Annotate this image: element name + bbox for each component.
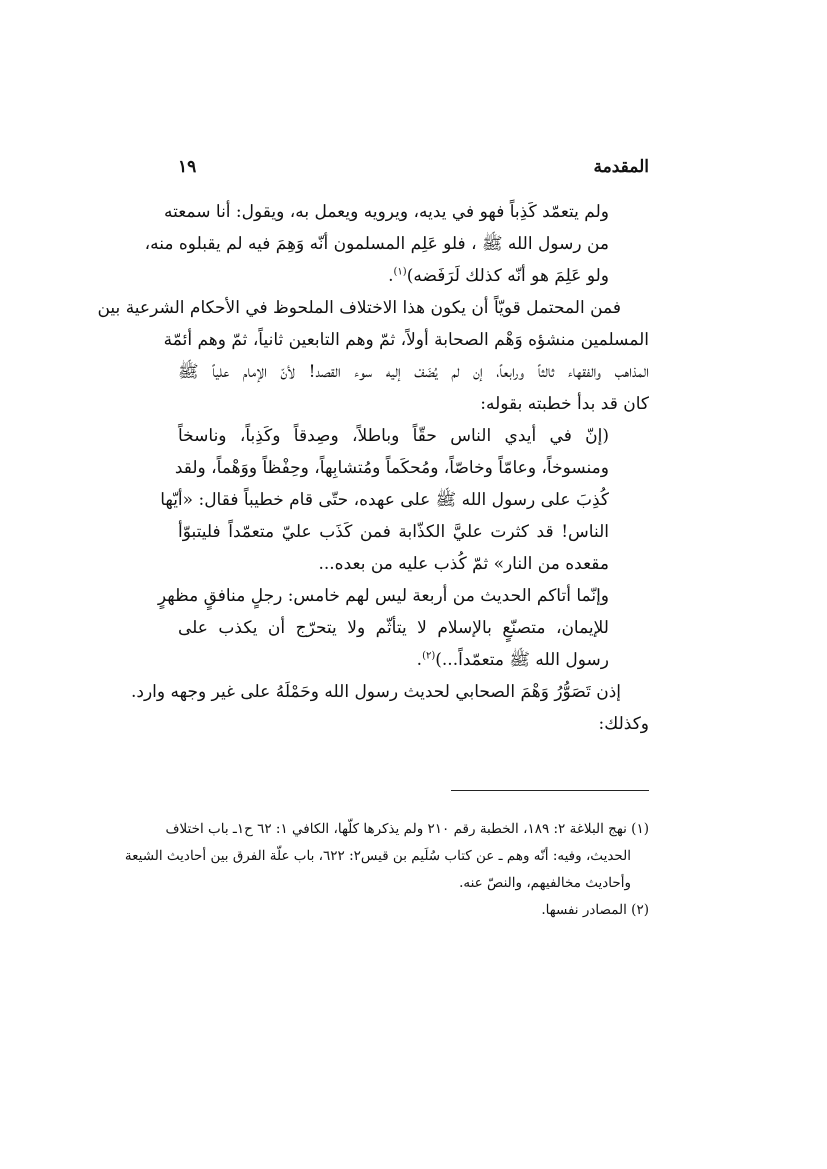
text-line: من رسول الله ﷺ ، فلو عَلِم المسلمون أنّه وَهِمَ فيه لم يقبلوه منه، xyxy=(144,234,609,254)
text-line: فمن المحتمل قويّاً أن يكون هذا الاختلاف الملحوظ في الأحكام الشرعية بين xyxy=(97,298,621,318)
quote-block-3 xyxy=(157,580,649,676)
sentence-end: . xyxy=(388,266,394,286)
text-line: ولم يتعمّد كَذِباً فهو في يديه، ويرويه ويعمل به، ويقول: أنا سمعته xyxy=(163,202,609,222)
text-line-content: ولو عَلِمَ هو أنّه كذلك لَرَفَضه) xyxy=(406,266,609,286)
footnote-line: الحديث، وفيه: أنّه وهم ـ عن كتاب سُلَيم بن قيس٢: ٦٢٢، باب علّة الفرق بين أحاديث الشيعة xyxy=(124,848,631,864)
text-line: كان قد بدأ خطبته بقوله: xyxy=(480,394,649,414)
text-line: مقعده من النار» ثمّ كُذب عليه من بعده... xyxy=(318,554,609,574)
text-line: المذاهب والفقهاء ثالثاً ورابعاً، إن لم يُضَفْ إليه سوء القصد! لأنّ الإمام علياً ﷺ xyxy=(178,362,649,382)
paragraph-1 xyxy=(97,292,649,420)
footnotes xyxy=(124,816,649,924)
text-line xyxy=(178,260,609,292)
text-line: (إنّ في أيدي الناس حقّاً وباطلاً، وصِدقاً وكَذِباً، وناسخاً xyxy=(178,426,609,446)
footnote-ref-2[interactable]: (٢) xyxy=(422,650,436,662)
page-number: ١٩ xyxy=(178,157,197,177)
sentence-end: . xyxy=(416,650,423,670)
footnote-1 xyxy=(124,816,649,897)
footnote-line: (١) نهج البلاغة ٢: ١٨٩، الخطبة رقم ٢١٠ ولم يذكرها كلّها، الكافي ١: ٦٢ ح١ـ باب اختلاف xyxy=(165,821,649,837)
quote-block-1 xyxy=(144,196,649,292)
footnote-ref-1[interactable]: (١) xyxy=(393,266,407,278)
footnote-line: وأحاديث مخالفيهم، والنصّ عنه. xyxy=(459,875,631,891)
footnote-line: (٢) المصادر نفسها. xyxy=(541,902,649,918)
text-line: إذن تَصَوُّرُ وَهْمَ الصحابي لحديث رسول الله وحَمْلَهُ على غير وجهه وارد. xyxy=(130,682,621,702)
text-line: وإنّما أتاكم الحديث من أربعة ليس لهم خامس: رجلٍ منافقٍ مظهرٍ xyxy=(157,586,609,606)
text-line: كُذِبَ على رسول الله ﷺ على عهده، حتّى قام خطيباً فقال: «أيّها xyxy=(160,490,609,510)
text-line: ومنسوخاً، وعامّاً وخاصّاً، ومُحكَماً ومُتشابِهاً، وحِفْظاً ووَهْماً، ولقد xyxy=(174,458,609,478)
main-text xyxy=(97,196,649,740)
text-line-content: رسول الله ﷺ متعمّداً...) xyxy=(435,650,609,670)
text-line: للإيمان، متصنّعٍ بالإسلام لا يتأثّم ولا يتحرّج أن يكذب على xyxy=(178,618,609,638)
page-header xyxy=(178,157,649,185)
text-line: الناس! قد كثرت عليَّ الكذّابة فمن كَذَب عليّ متعمّداً فليتبوّأ xyxy=(178,522,609,542)
section-title: المقدمة xyxy=(593,157,649,177)
text-line: المسلمين منشؤه وَهْم الصحابة أولاً، ثمّ وهم التابعين ثانياً، ثمّ وهم أئمّة xyxy=(163,330,649,350)
quote-block-2 xyxy=(160,420,649,580)
text-line: وكذلك: xyxy=(598,714,649,734)
footnote-separator xyxy=(451,790,649,791)
paragraph-2 xyxy=(130,676,649,740)
footnote-2 xyxy=(178,897,649,924)
text-line xyxy=(178,644,609,676)
